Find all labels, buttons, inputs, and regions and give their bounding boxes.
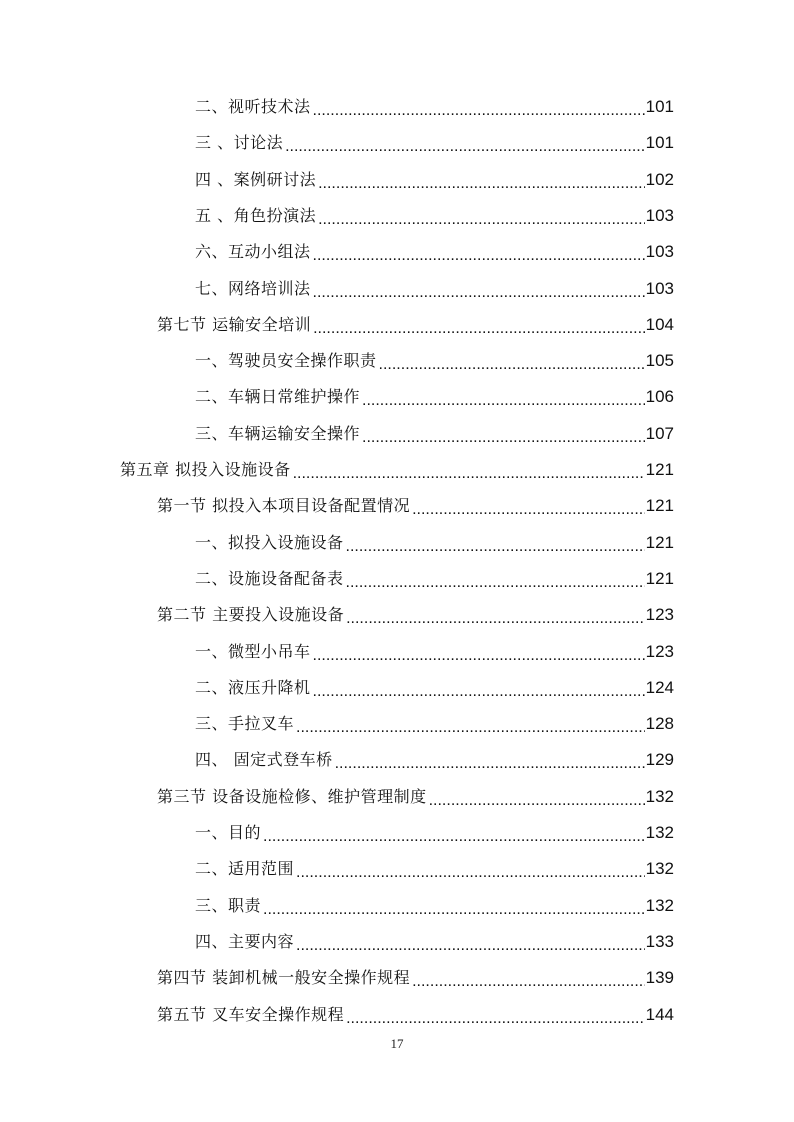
- toc-entry-page: 102: [645, 169, 674, 189]
- toc-entry[interactable]: [195, 271, 674, 307]
- toc-entry-title: 六、互动小组法: [195, 242, 311, 262]
- toc-entry[interactable]: [195, 416, 674, 452]
- dot-leader: [412, 500, 645, 520]
- toc-entry[interactable]: [195, 525, 674, 561]
- toc-entry-title: 二、车辆日常维护操作: [195, 387, 361, 407]
- dot-leader: [318, 210, 645, 230]
- toc-entry-page: 132: [645, 823, 674, 842]
- toc-entry-page: 101: [645, 97, 674, 116]
- toc-entry-page: 132: [645, 786, 674, 806]
- dot-leader: [412, 972, 645, 992]
- page-number: 17: [390, 1036, 404, 1051]
- dot-leader: [379, 355, 645, 375]
- dot-leader: [429, 791, 645, 811]
- toc-entry-title: 七、网络培训法: [195, 278, 311, 298]
- dot-leader: [346, 537, 645, 557]
- toc-entry-page: 132: [645, 895, 674, 915]
- toc-entry-page: 103: [645, 278, 674, 298]
- toc-entry-title: 一、目的: [195, 823, 262, 842]
- toc-entry[interactable]: [195, 888, 674, 924]
- toc-entry[interactable]: [157, 779, 674, 815]
- toc-entry-title: 三 、讨论法: [195, 133, 284, 153]
- dot-leader: [313, 319, 645, 339]
- dot-leader: [293, 464, 645, 484]
- toc-entry-page: 132: [645, 859, 674, 879]
- toc-entry[interactable]: [195, 924, 674, 960]
- toc-entry[interactable]: [157, 488, 674, 524]
- toc-entry-title: 二、适用范围: [195, 859, 295, 879]
- toc-entry-title: 一、拟投入设施设备: [195, 532, 344, 552]
- toc-entry[interactable]: [195, 234, 674, 270]
- toc-entry-page: 123: [645, 605, 674, 625]
- toc-entry-page: 144: [645, 1004, 674, 1024]
- dot-leader: [296, 936, 645, 956]
- toc-entry[interactable]: [195, 198, 674, 234]
- toc-entry[interactable]: [195, 851, 674, 887]
- dot-leader: [263, 900, 645, 920]
- toc-entry[interactable]: [157, 960, 674, 996]
- toc-entry-title: 三、职责: [195, 895, 262, 915]
- toc-entry-title: 三、手拉叉车: [195, 714, 295, 734]
- dot-leader: [313, 283, 645, 303]
- toc-entry[interactable]: [195, 634, 674, 670]
- toc-entry-page: 121: [645, 496, 674, 516]
- toc-entry-title: 三、车辆运输安全操作: [195, 423, 361, 443]
- toc-entry-title: 第一节 拟投入本项目设备配置情况: [157, 496, 411, 516]
- dot-leader: [313, 646, 645, 666]
- toc-entry-title: 第七节 运输安全培训: [157, 314, 312, 334]
- toc-entry-page: 107: [645, 423, 674, 443]
- toc-entry-page: 139: [645, 968, 674, 988]
- dot-leader: [313, 101, 645, 121]
- dot-leader: [346, 573, 645, 593]
- toc-entry-title: 第五章 拟投入设施设备: [120, 460, 291, 479]
- toc-entry-page: 133: [645, 931, 674, 951]
- toc-entry[interactable]: [195, 742, 674, 778]
- toc-entry-title: 二、设施设备配备表: [195, 568, 344, 588]
- toc-entry-page: 103: [645, 242, 674, 262]
- toc-entry[interactable]: [195, 561, 674, 597]
- toc-entry[interactable]: [195, 162, 674, 198]
- toc-entry-title: 第二节 主要投入设施设备: [157, 605, 345, 625]
- toc-entry[interactable]: [195, 706, 674, 742]
- toc-entry[interactable]: [120, 452, 674, 488]
- toc-entry-page: 105: [645, 351, 674, 371]
- toc-entry-title: 第五节 叉车安全操作规程: [157, 1004, 345, 1024]
- toc-entry-title: 四、主要内容: [195, 931, 295, 951]
- dot-leader: [346, 609, 645, 629]
- toc-entry[interactable]: [195, 379, 674, 415]
- toc-entry-page: 123: [645, 641, 674, 661]
- toc-entry[interactable]: [157, 307, 674, 343]
- toc-entry-page: 104: [645, 314, 674, 334]
- toc-entry[interactable]: [195, 815, 674, 851]
- toc-entry[interactable]: [195, 670, 674, 706]
- dot-leader: [346, 1009, 645, 1029]
- toc-entry[interactable]: [195, 125, 674, 161]
- dot-leader: [296, 863, 645, 883]
- dot-leader: [362, 391, 645, 411]
- toc-entry-page: 124: [645, 677, 674, 697]
- dot-leader: [318, 174, 645, 194]
- toc-entry[interactable]: [195, 343, 674, 379]
- toc-entry-page: 103: [645, 205, 674, 225]
- toc-entry[interactable]: [157, 997, 674, 1033]
- toc-entry-page: 128: [645, 714, 674, 734]
- dot-leader: [263, 827, 645, 847]
- toc-entry-page: 101: [645, 133, 674, 153]
- dot-leader: [296, 718, 645, 738]
- toc-entry-title: 第四节 装卸机械一般安全操作规程: [157, 968, 411, 988]
- dot-leader: [285, 137, 645, 157]
- toc-entry-page: 106: [645, 387, 674, 407]
- toc-entry-page: 129: [645, 750, 674, 770]
- toc-entry-title: 二、视听技术法: [195, 97, 311, 116]
- toc-entry-title: 四 、案例研讨法: [195, 169, 317, 189]
- toc-entry-title: 二、液压升降机: [195, 677, 311, 697]
- dot-leader: [335, 754, 645, 774]
- toc-entry-page: 121: [645, 568, 674, 588]
- toc-entry-page: 121: [645, 532, 674, 552]
- dot-leader: [362, 428, 645, 448]
- toc-entry-title: 一、微型小吊车: [195, 641, 311, 661]
- toc-entry-title: 第三节 设备设施检修、维护管理制度: [157, 786, 427, 806]
- toc-entry-title: 四、 固定式登车桥: [195, 750, 333, 770]
- dot-leader: [313, 246, 645, 266]
- toc-entry-page: 121: [645, 460, 674, 479]
- toc-entry-title: 一、驾驶员安全操作职责: [195, 351, 377, 371]
- toc-entry[interactable]: [195, 89, 674, 125]
- dot-leader: [313, 682, 645, 702]
- toc-entry-title: 五 、角色扮演法: [195, 205, 317, 225]
- toc-entry[interactable]: [157, 597, 674, 633]
